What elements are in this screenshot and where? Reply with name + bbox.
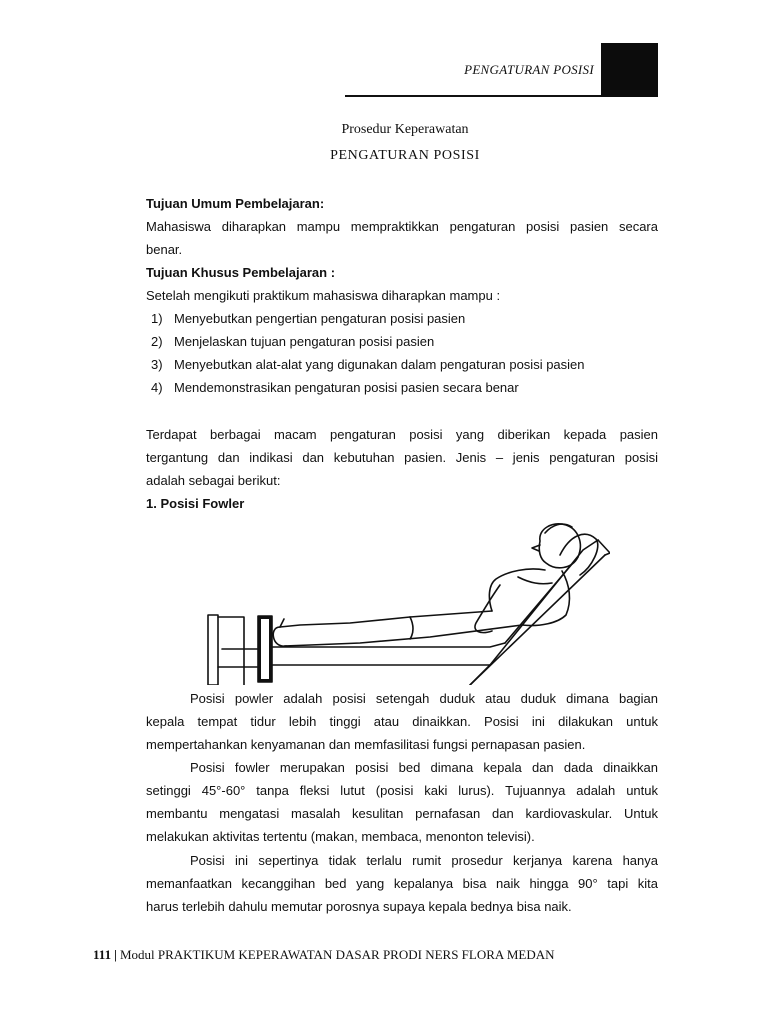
- intro-paragraph-line-3: adalah sebagai berikut:: [146, 473, 281, 488]
- fowler-para2-line-2: setinggi 45°-60° tanpa fleksi lutut (posisi kaki lurus). Tujuannya adalah untuk: [146, 783, 658, 798]
- list-item-number: 4): [151, 380, 163, 395]
- fowler-para1-line-1: Posisi powler adalah posisi setengah duduk atau duduk dimana bagian: [190, 691, 658, 706]
- section-heading-posisi-fowler: 1. Posisi Fowler: [146, 496, 245, 511]
- list-item-text: Mendemonstrasikan pengaturan posisi pasien secara benar: [174, 380, 519, 395]
- tujuan-khusus-intro: Setelah mengikuti praktikum mahasiswa diharapkan mampu :: [146, 288, 501, 303]
- page-number: 111: [93, 947, 112, 962]
- fowler-para2-line-3: membantu mengatasi masalah kesulitan pernafasan dan kardiovaskular. Untuk: [146, 806, 658, 821]
- fowler-para2-line-1: Posisi fowler merupakan posisi bed dimana kepala dan dada dinaikkan: [190, 760, 658, 775]
- list-item-number: 1): [151, 311, 163, 326]
- tujuan-umum-heading: Tujuan Umum Pembelajaran:: [146, 196, 325, 211]
- header-rule: [345, 95, 613, 97]
- list-item-number: 3): [151, 357, 163, 372]
- fowler-para1-line-2: kepala tempat tidur lebih tinggi atau dinaikkan. Posisi ini dilakukan untuk: [146, 714, 658, 729]
- list-item-text: Menjelaskan tujuan pengaturan posisi pasien: [174, 334, 435, 349]
- fowler-para1-line-3: mempertahankan kenyamanan dan memfasilitasi fungsi pernapasan pasien.: [146, 737, 586, 752]
- footer-separator: |: [114, 947, 117, 962]
- procedure-subtitle: Prosedur Keperawatan: [341, 122, 469, 137]
- fowler-para3-line-3: harus terlebih dahulu memutar porosnya supaya kepala bednya bisa naik.: [146, 899, 572, 914]
- list-item-text: Menyebutkan alat-alat yang digunakan dalam pengaturan posisi pasien: [174, 357, 585, 372]
- tujuan-khusus-heading: Tujuan Khusus Pembelajaran :: [146, 265, 336, 280]
- fowler-para3-line-1: Posisi ini sepertinya tidak terlalu rumit prosedur kerjanya karena hanya: [190, 853, 658, 868]
- list-item-text: Menyebutkan pengertian pengaturan posisi pasien: [174, 311, 466, 326]
- tujuan-umum-line-2: benar.: [146, 242, 183, 257]
- list-item-number: 2): [151, 334, 163, 349]
- header-black-block: [601, 43, 658, 97]
- tujuan-umum-line-1: Mahasiswa diharapkan mampu mempraktikkan pengaturan posisi pasien secara: [146, 219, 658, 234]
- fowler-position-illustration: [200, 515, 610, 685]
- footer-text: Modul PRAKTIKUM KEPERAWATAN DASAR PRODI NERS FLORA MEDAN: [119, 947, 555, 962]
- page-footer: [93, 947, 555, 963]
- page-title: PENGATURAN POSISI: [330, 148, 480, 163]
- intro-paragraph-line-2: tergantung dan indikasi dan kebutuhan pasien. Jenis – jenis pengaturan posisi: [146, 450, 658, 465]
- fowler-para2-line-4: melakukan aktivitas tertentu (makan, membaca, menonton televisi).: [146, 829, 535, 844]
- running-header-title: PENGATURAN POSISI: [464, 62, 594, 77]
- intro-paragraph-line-1: Terdapat berbagai macam pengaturan posisi yang diberikan kepada pasien: [146, 427, 658, 442]
- fowler-para3-line-2: memanfaatkan kecanggihan bed yang kepalanya bisa naik hingga 90° tapi kita: [146, 876, 658, 891]
